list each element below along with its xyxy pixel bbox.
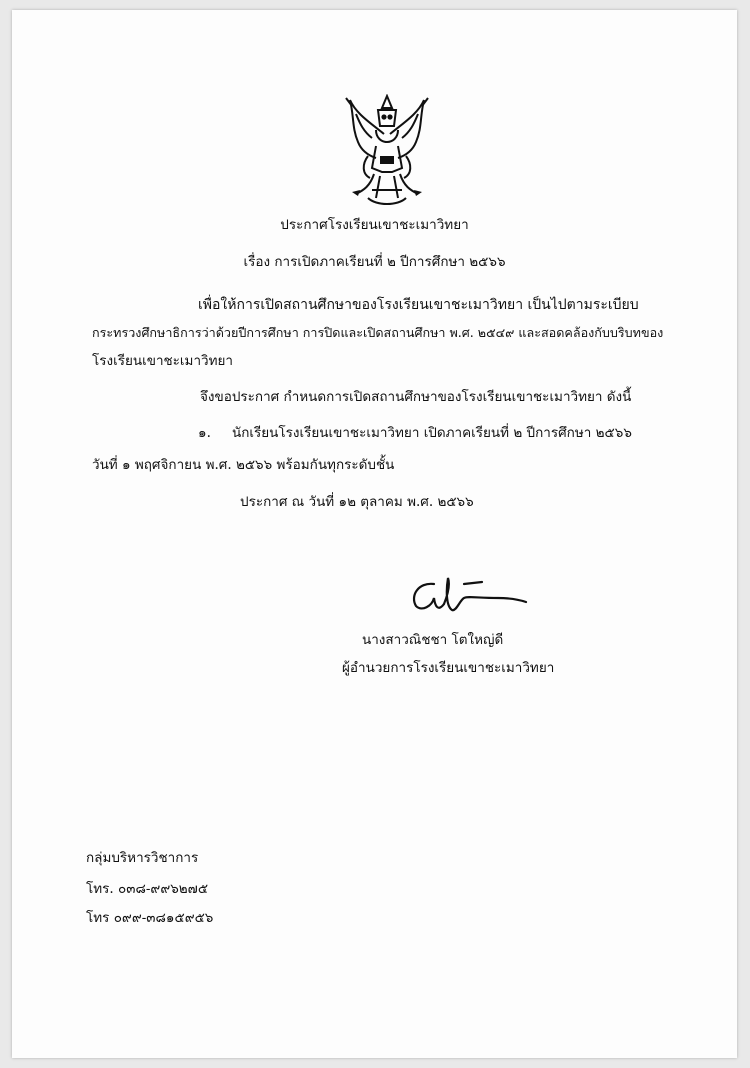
document-page: [12, 10, 737, 1058]
body-paragraph-line: โรงเรียนเขาชะเมาวิทยา: [92, 353, 233, 369]
announcement-date: ประกาศ ณ วันที่ ๑๒ ตุลาคม พ.ศ. ๒๕๖๖: [240, 494, 474, 510]
list-item-number: ๑.: [198, 425, 211, 441]
list-item-text: วันที่ ๑ พฤศจิกายน พ.ศ. ๒๕๖๖ พร้อมกันทุกระดับชั้น: [92, 457, 395, 473]
announcement-title: ประกาศโรงเรียนเขาชะเมาวิทยา: [280, 217, 469, 233]
signer-name: นางสาวณิชชา โตใหญ่ดี: [362, 632, 504, 648]
phone-number: โทร ๐๙๙-๓๘๑๕๙๕๖: [86, 910, 214, 926]
phone-number: โทร. ๐๓๘-๙๙๖๒๗๕: [86, 881, 209, 897]
department-name: กลุ่มบริหารวิชาการ: [86, 850, 199, 866]
signer-position: ผู้อำนวยการโรงเรียนเขาชะเมาวิทยา: [342, 660, 555, 676]
garuda-emblem-icon: [332, 94, 442, 212]
body-paragraph-line: กระทรวงศึกษาธิการว่าด้วยปีการศึกษา การปิดและเปิดสถานศึกษา พ.ศ. ๒๕๔๙ และสอดคล้องกับบริบทของ: [92, 325, 664, 340]
list-item-text: นักเรียนโรงเรียนเขาชะเมาวิทยา เปิดภาคเรียนที่ ๒ ปีการศึกษา ๒๕๖๖: [232, 425, 632, 441]
body-paragraph-line: เพื่อให้การเปิดสถานศึกษาของโรงเรียนเขาชะเมาวิทยา เป็นไปตามระเบียบ: [198, 297, 639, 313]
handwritten-signature: [408, 576, 534, 624]
body-paragraph-line: จึงขอประกาศ กำหนดการเปิดสถานศึกษาของโรงเรียนเขาชะเมาวิทยา ดังนี้: [200, 389, 632, 405]
announcement-subject: เรื่อง การเปิดภาคเรียนที่ ๒ ปีการศึกษา ๒๕๖๖: [243, 254, 506, 270]
